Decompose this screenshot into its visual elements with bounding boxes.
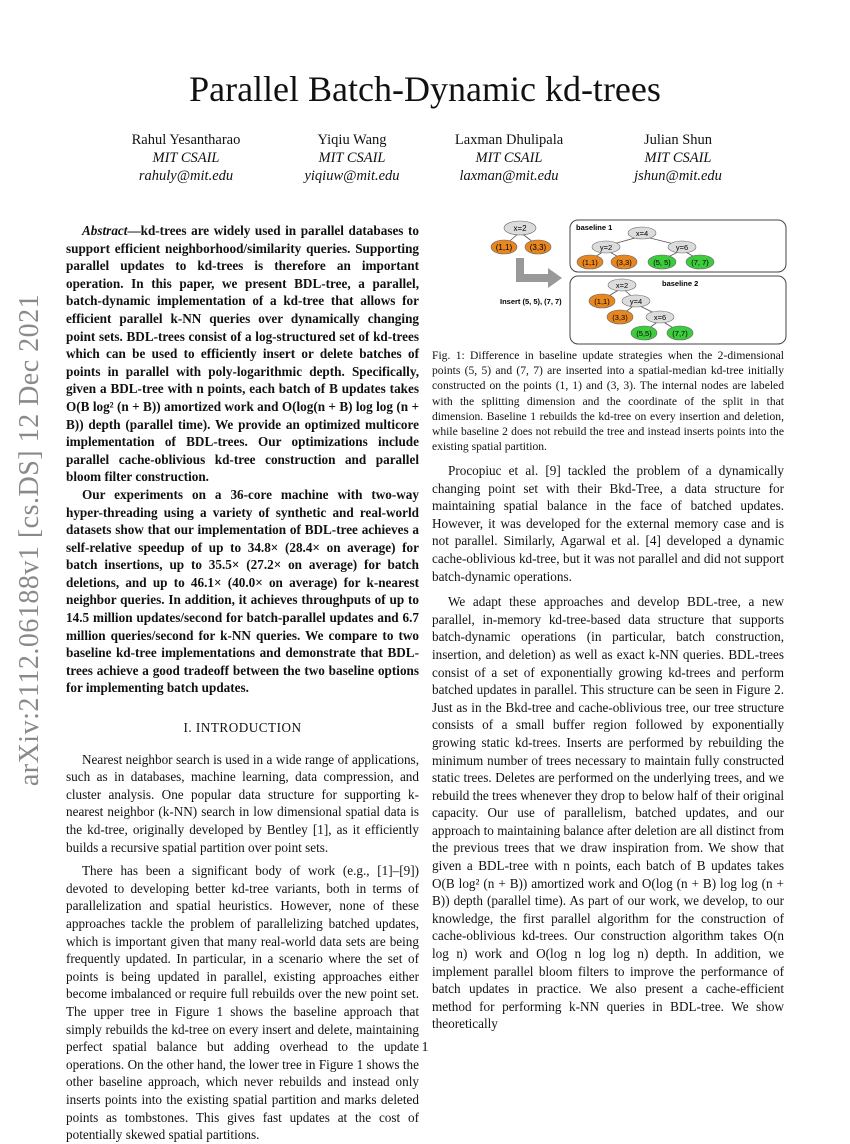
- node-label: (1,1): [495, 243, 513, 252]
- author-email: laxman@mit.edu: [459, 168, 559, 184]
- figure-1-diagram: [490, 218, 790, 346]
- node-label: (1,1): [594, 297, 610, 306]
- left-column: [66, 222, 419, 1144]
- page-number: 1: [421, 1040, 429, 1055]
- right-paragraph-2: We adapt these approaches and develop BDL-tree, a new parallel, in-memory kd-tree-based data structure that supports batch-dynamic operations (in particular, batch construction, insertion, and deletion) as well as exact k-NN queries. BDL-trees consist of a set of exponentially growing kd-trees and perform batched updates in parallel. This structure can be seen in Figure 2. Just as in the Bkd-tree and cache-oblivious tree, our tree structure consists of a small buffer region followed by exponentially growing static kd-trees. Inserts are performed by rebuilding the minimum number of trees necessary to maintain fully constructed static trees. Deletes are performed on the underlying trees, and we rebuild the trees whenever they drop to below half of their original capacity. Our use of parallelism, batched updates, and our approach to maintaining balance after deletion are all distinct from the previous trees that we draw inspiration from. We show that given a BDL-tree with n points, each batch of B updates takes O(B log² (n + B)) amortized work and O(log (n + B) log log (n + B)) depth (parallel time). As part of our work, we develop, to our knowledge, the first parallel algorithm for the construction of cache-oblivious kd-trees. Our construction algorithm takes O(n log n) work and O(log n log log n) depth. In addition, we implement parallel bloom filters to improve the performance of batch updates in practice. We also present a cache-efficient method for performing k-NN queries in BDL-tree. We show theoretically: [432, 594, 784, 1032]
- author-4: [588, 131, 768, 185]
- node-label: (7,7): [672, 329, 688, 338]
- author-affiliation: MIT CSAIL: [152, 150, 220, 166]
- right-paragraph-1: Procopiuc et al. [9] tackled the problem of a dynamically changing point set with their Bkd-Tree, a data structure for maintaining spatial balance in the face of batched updates. However, it was developed for the external memory case and is not parallel. Similarly, Agarwal et al. [4] developed a dynamic cache-oblivious kd-tree, but it was not parallel and did not support batch-dynamic operations.: [432, 463, 784, 584]
- baseline-1-title: baseline 1: [576, 223, 613, 232]
- author-email: yiqiuw@mit.edu: [304, 168, 400, 184]
- node-label: (5,5): [636, 329, 652, 338]
- figure-1: [490, 218, 790, 346]
- node-label: (1,1): [582, 258, 598, 267]
- author-email: jshun@mit.edu: [634, 168, 722, 184]
- right-column: [432, 462, 784, 1033]
- author-1: [96, 131, 276, 185]
- author-3: [419, 131, 599, 185]
- arrow-shape: [520, 258, 550, 278]
- node-label: x=2: [513, 224, 527, 233]
- author-affiliation: MIT CSAIL: [475, 150, 543, 166]
- abstract-lead: Abstract: [82, 223, 128, 238]
- arrow-head: [548, 268, 562, 288]
- author-name: Rahul Yesantharao: [131, 132, 241, 148]
- section-heading: I. INTRODUCTION: [183, 720, 302, 736]
- node-label: (3,3): [529, 243, 547, 252]
- node-label: y=4: [629, 297, 643, 306]
- arxiv-stamp-text: arXiv:2112.06188v1 [cs.DS] 12 Dec 2021: [14, 293, 45, 787]
- author-name: Laxman Dhulipala: [454, 132, 564, 148]
- node-label: (3,3): [612, 313, 628, 322]
- node-label: y=2: [599, 243, 613, 252]
- baseline-2-title: baseline 2: [662, 279, 699, 288]
- abstract-paragraph-1: [66, 222, 419, 486]
- intro-paragraph-2: There has been a significant body of work (e.g., [1]–[9]) devoted to developing better kd-tree variants, both in terms of parallelization and spatial heuristics. However, none of these approaches tackle the problem of parallelizing batched updates, which is important given that many real-world data sets are being frequently updated. In particular, in a scenario where the set of points is being updated in parallel, existing approaches either become imbalanced or require full rebuilds over the new point set. The upper tree in Figure 1 shows the baseline approach that simply rebuilds the kd-tree on every insert and delete, maintaining perfect spatial balance but adding overhead to the update operations. On the other hand, the lower tree in Figure 1 shows the other baseline approach, which never rebuilds and instead only inserts points into the existing spatial partition and marks deleted points as tombstones. This gives fast updates at the cost of potentially skewed spatial partitions.: [66, 863, 419, 1143]
- node-label: y=6: [675, 243, 689, 252]
- node-label: x=2: [615, 281, 629, 290]
- node-label: (5, 5): [653, 258, 671, 267]
- author-email: rahuly@mit.edu: [138, 168, 234, 184]
- paper-title: Parallel Batch-Dynamic kd-trees: [189, 69, 661, 109]
- abstract-paragraph-2: Our experiments on a 36-core machine with two-way hyper-threading using a variety of synthetic and real-world datasets show that our implementation of BDL-tree achieves a self-relative speedup of up to 34.8× (28.4× on average) for batch insertions, up to 35.5× (27.2× on average) for batch deletions, and up to 46.1× (40.0× on average) for k-nearest neighbor queries. In addition, it achieves throughputs of up to 14.5 million updates/second for batch-parallel updates and 6.7 million queries/second for k-NN queries. We compare to two baseline kd-tree implementations and demonstrate that BDL-trees achieve a good tradeoff between the two baseline options for implementing batch updates.: [66, 486, 419, 696]
- author-name: Julian Shun: [643, 132, 713, 148]
- node-label: x=6: [653, 313, 667, 322]
- abstract-text: —kd-trees are widely used in parallel databases to support efficient neighborhood/similarity queries. Supporting parallel updates to kd-trees is therefore an important operation. In this paper, we present BDL-tree, a parallel, batch-dynamic implementation of a kd-tree that allows for efficient parallel k-NN queries over dynamically changing point sets. BDL-trees consist of a log-structured set of kd-trees which can be used to efficiently insert or delete batches of points in parallel with poly-logarithmic depth. Specifically, given a BDL-tree with n points, each batch of B updates takes O(B log² (n + B)) amortized work and O(log(n + B) log log (n + B)) depth (parallel time). We provide an optimized multicore implementation of BDL-trees. Our optimizations include parallel cache-oblivious kd-tree construction and parallel bloom filter construction.: [66, 223, 419, 485]
- node-label: x=4: [635, 229, 649, 238]
- figure-1-caption: Fig. 1: Difference in baseline update strategies when the 2-dimensional points (5, 5) and (7, 7) are inserted into a spatial-median kd-tree initially constructed on the points (1, 1) and (3, 3). The internal nodes are labeled with the splitting dimension and the coordinate of the split in that dimension. Baseline 1 rebuilds the kd-tree on every insertion and deletion, while baseline 2 does not rebuild the tree and instead inserts points into the existing spatial partition.: [432, 349, 784, 454]
- author-2: [262, 131, 442, 185]
- author-name: Yiqiu Wang: [317, 132, 387, 148]
- node-label: (3,3): [616, 258, 632, 267]
- intro-paragraph-1: Nearest neighbor search is used in a wide range of applications, such as in databases, machine learning, data compression, and cluster analysis. One popular data structure for supporting k-nearest neighbor (k-NN) search in low dimensional spatial data is the kd-tree, originally developed by Bentley [1], as it efficiently builds a recursive spatial partition over point sets.: [66, 751, 419, 855]
- node-label: (7, 7): [691, 258, 709, 267]
- arxiv-stamp: [10, 280, 50, 800]
- author-affiliation: MIT CSAIL: [644, 150, 712, 166]
- insert-label: Insert (5, 5), (7, 7): [500, 297, 562, 306]
- author-affiliation: MIT CSAIL: [318, 150, 386, 166]
